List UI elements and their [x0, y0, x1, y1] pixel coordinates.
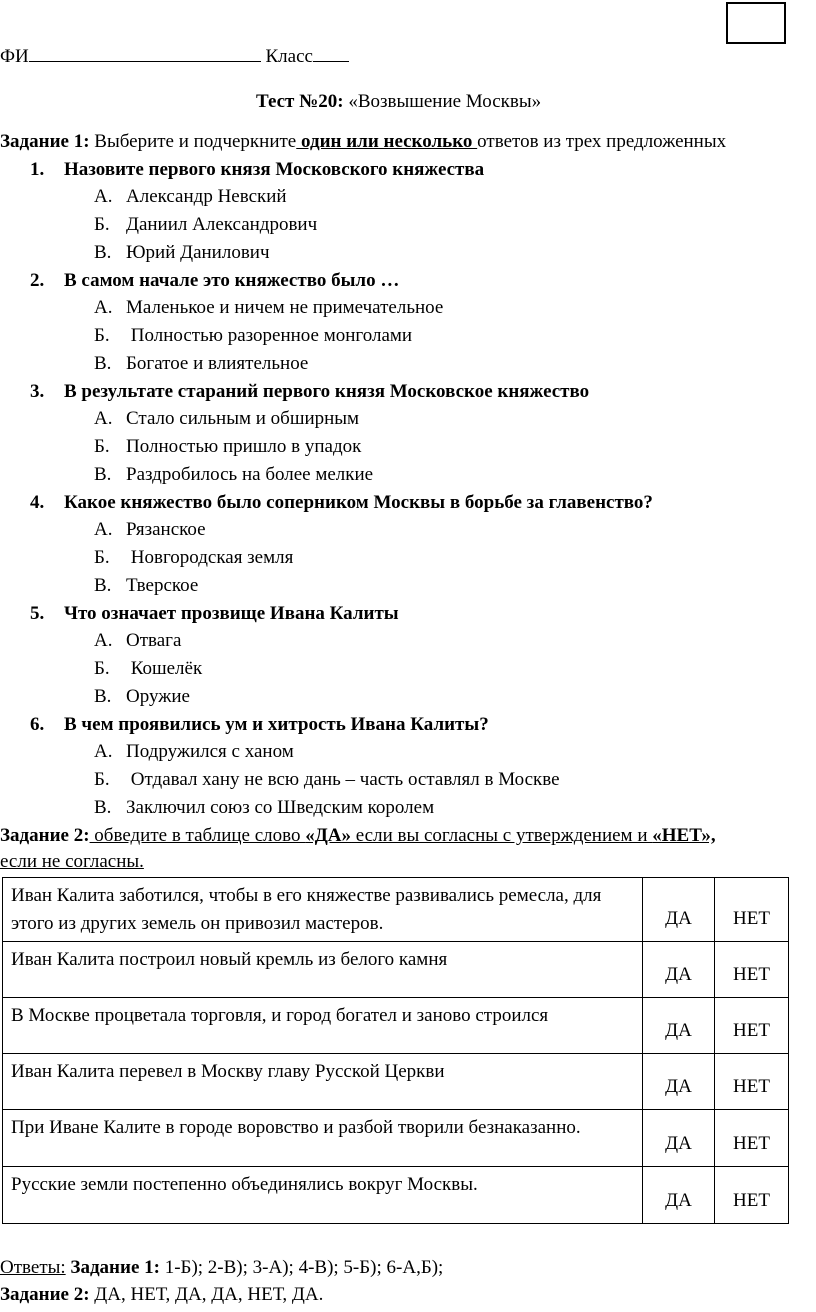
option-6a[interactable]: [94, 740, 294, 764]
page-title: [256, 90, 541, 114]
option-letter: В.: [94, 797, 112, 818]
option-text: Рязанское: [126, 519, 206, 540]
answers-task2-label: Задание 2:: [0, 1284, 90, 1305]
option-text: Полностью пришло в упадок: [126, 436, 362, 457]
task2-instruction-cont: [0, 850, 144, 874]
option-letter: Б.: [94, 325, 110, 346]
table-row: [3, 1110, 789, 1167]
task2-text-1: обведите в таблице слово: [89, 825, 306, 846]
question-2: [30, 269, 399, 293]
task2-instruction: [0, 824, 716, 848]
option-letter: В.: [94, 353, 112, 374]
option-text: Кошелёк: [126, 658, 203, 679]
option-text: Подружился с ханом: [126, 741, 294, 762]
yes-option[interactable]: ДА: [643, 942, 715, 998]
task1-text-post: ответов из трех предложенных: [477, 131, 727, 152]
statement-cell: В Москве процветала торговля, и город богател и заново строился: [3, 998, 643, 1054]
yes-option[interactable]: ДА: [643, 1167, 715, 1224]
statement-cell: Иван Калита заботился, чтобы в его княжестве развивались ремесла, для этого из других земель он привозил мастеров.: [3, 878, 643, 942]
task2-no-word: «НЕТ»,: [652, 825, 716, 846]
option-text: Александр Невский: [126, 186, 287, 207]
option-letter: В.: [94, 242, 112, 263]
answers-task1-label: Задание 1:: [70, 1257, 160, 1278]
option-4c[interactable]: [94, 574, 198, 598]
option-letter: Б.: [94, 436, 110, 457]
task2-yes-word: «ДА»: [305, 825, 352, 846]
question-text: В самом начале это княжество было …: [64, 270, 400, 291]
no-option[interactable]: НЕТ: [715, 878, 789, 942]
statement-cell: Иван Калита перевел в Москву главу Русской Церкви: [3, 1054, 643, 1110]
option-3b[interactable]: [94, 435, 361, 459]
option-text: Юрий Данилович: [126, 242, 270, 263]
option-6c[interactable]: [94, 796, 434, 820]
statement-cell: Русские земли постепенно объединялись вокруг Москвы.: [3, 1167, 643, 1224]
answers-task1-value: 1-Б); 2-В); 3-А); 4-В); 5-Б); 6-А,Б);: [159, 1257, 444, 1278]
question-3: [30, 380, 589, 404]
yes-option[interactable]: ДА: [643, 878, 715, 942]
option-text: Оружие: [126, 686, 190, 707]
question-text: Какое княжество было соперником Москвы в борьбе за главенство?: [64, 492, 653, 513]
answers-label: Ответы:: [0, 1257, 66, 1278]
class-blank: [313, 44, 349, 62]
question-number: 4.: [30, 492, 45, 513]
option-6b[interactable]: [94, 768, 560, 792]
statements-table: [2, 877, 789, 1224]
name-class-line: [0, 44, 349, 69]
option-letter: А.: [94, 297, 113, 318]
option-letter: В.: [94, 686, 112, 707]
no-option[interactable]: НЕТ: [715, 1054, 789, 1110]
question-1: [30, 158, 484, 182]
option-4a[interactable]: [94, 518, 206, 542]
question-text: Назовите первого князя Московского княжества: [64, 159, 485, 180]
question-6: [30, 713, 489, 737]
no-option[interactable]: НЕТ: [715, 998, 789, 1054]
table-row: [3, 878, 789, 942]
option-text: Новгородская земля: [126, 547, 294, 568]
statement-cell: Иван Калита построил новый кремль из белого камня: [3, 942, 643, 998]
option-2c[interactable]: [94, 352, 308, 376]
task1-text-emph: один или несколько: [296, 131, 478, 152]
option-letter: А.: [94, 741, 113, 762]
question-text: В результате стараний первого князя Московское княжество: [64, 381, 590, 402]
option-text: Даниил Александрович: [126, 214, 318, 235]
option-5c[interactable]: [94, 685, 190, 709]
option-letter: А.: [94, 519, 113, 540]
question-text: В чем проявились ум и хитрость Ивана Калиты?: [64, 714, 489, 735]
option-text: Раздробилось на более мелкие: [126, 464, 374, 485]
answers-line-1: [0, 1256, 443, 1280]
question-number: 3.: [30, 381, 45, 402]
answers-task2-value: ДА, НЕТ, ДА, ДА, НЕТ, ДА.: [89, 1284, 324, 1305]
question-number: 1.: [30, 159, 45, 180]
option-3a[interactable]: [94, 407, 359, 431]
task2-text-3: если не согласны.: [0, 851, 144, 872]
option-letter: А.: [94, 408, 113, 429]
question-text: Что означает прозвище Ивана Калиты: [64, 603, 399, 624]
table-row: [3, 1054, 789, 1110]
no-option[interactable]: НЕТ: [715, 942, 789, 998]
question-4: [30, 491, 653, 515]
option-5a[interactable]: [94, 629, 181, 653]
option-letter: Б.: [94, 658, 110, 679]
no-option[interactable]: НЕТ: [715, 1110, 789, 1167]
option-1c[interactable]: [94, 241, 270, 265]
option-letter: А.: [94, 630, 113, 651]
option-2b[interactable]: [94, 324, 412, 348]
option-letter: В.: [94, 575, 112, 596]
option-text: Полностью разоренное монголами: [126, 325, 413, 346]
question-number: 5.: [30, 603, 45, 624]
task2-label: Задание 2:: [0, 825, 90, 846]
option-text: Богатое и влиятельное: [126, 353, 309, 374]
option-text: Стало сильным и обширным: [126, 408, 360, 429]
task1-instruction: [0, 130, 726, 154]
yes-option[interactable]: ДА: [643, 1054, 715, 1110]
option-letter: Б.: [94, 214, 110, 235]
task1-text-pre: Выберите и подчеркните: [89, 131, 297, 152]
option-letter: Б.: [94, 769, 110, 790]
option-4b[interactable]: [94, 546, 293, 570]
table-row: [3, 1167, 789, 1224]
question-number: 2.: [30, 270, 45, 291]
option-1a[interactable]: [94, 185, 287, 209]
option-text: Отдавал хану не всю дань – часть оставлял в Москве: [126, 769, 560, 790]
option-text: Маленькое и ничем не примечательное: [126, 297, 444, 318]
table-row: [3, 998, 789, 1054]
yes-option[interactable]: ДА: [643, 998, 715, 1054]
option-2a[interactable]: [94, 296, 443, 320]
no-option[interactable]: НЕТ: [715, 1167, 789, 1224]
option-3c[interactable]: [94, 463, 373, 487]
question-5: [30, 602, 399, 626]
test-topic: «Возвышение Москвы»: [343, 91, 542, 112]
score-box: [726, 2, 786, 44]
option-text: Заключил союз со Шведским королем: [126, 797, 435, 818]
option-letter: В.: [94, 464, 112, 485]
option-1b[interactable]: [94, 213, 317, 237]
task1-label: Задание 1:: [0, 131, 90, 152]
option-text: Тверское: [126, 575, 199, 596]
test-number: Тест №20:: [256, 91, 344, 112]
statement-cell: При Иване Калите в городе воровство и разбой творили безнаказанно.: [3, 1110, 643, 1167]
answers-line-2: [0, 1283, 323, 1307]
table-row: [3, 942, 789, 998]
task2-text-2: если вы согласны с утверждением и: [351, 825, 653, 846]
option-text: Отвага: [126, 630, 182, 651]
option-letter: Б.: [94, 547, 110, 568]
name-blank: [29, 44, 261, 62]
option-letter: А.: [94, 186, 113, 207]
question-number: 6.: [30, 714, 45, 735]
class-label: Класс: [265, 46, 313, 67]
option-5b[interactable]: [94, 657, 202, 681]
fi-label: ФИ: [0, 46, 29, 67]
yes-option[interactable]: ДА: [643, 1110, 715, 1167]
